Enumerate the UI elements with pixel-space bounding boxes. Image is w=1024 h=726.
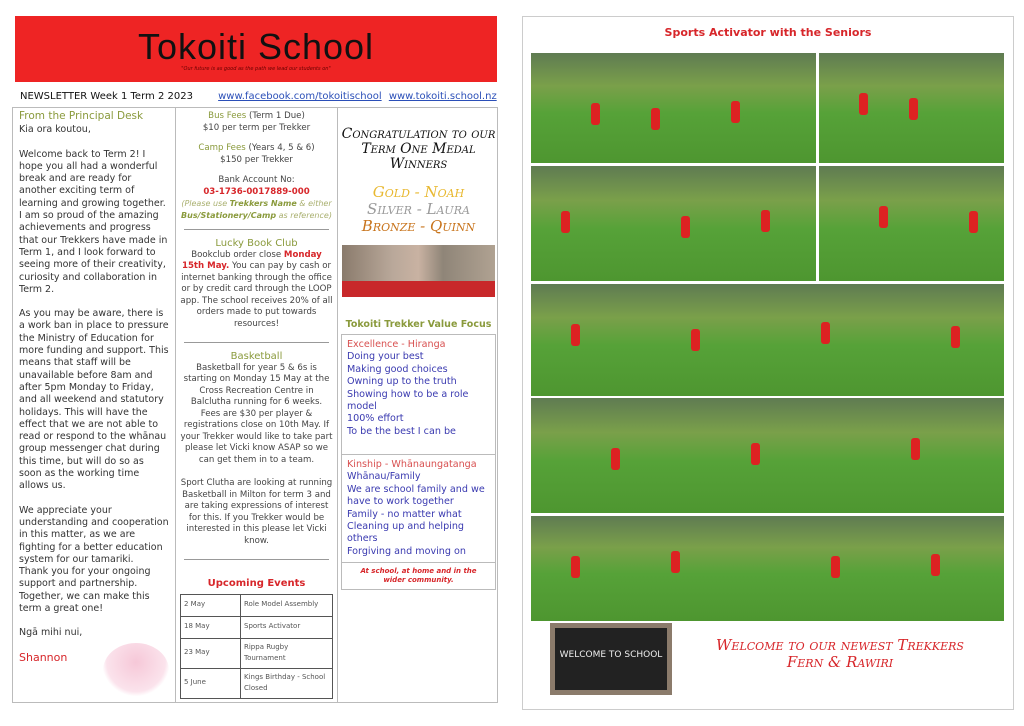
sports-title: Sports Activator with the Seniors bbox=[664, 26, 872, 39]
value-heading: Kinship - Whānaungatanga bbox=[347, 459, 477, 470]
event-name: Sports Activator bbox=[241, 616, 333, 638]
bank-number: 03-1736-0017889-000 bbox=[203, 186, 310, 197]
bus-fees-amount: $10 per term per Trekker bbox=[202, 122, 311, 133]
school-logo: Tokoiti School bbox=[137, 26, 375, 67]
value-item: We are school family and we have to work together bbox=[347, 483, 485, 508]
divider bbox=[184, 342, 329, 343]
table-row bbox=[181, 638, 333, 668]
principal-paragraph: Welcome back to Term 2! I hope you all had a wonderful break and are ready for another exciting term of learning and growing together. I am so proud of the amazing achievements and progress that our Trekkers have made in Term 1, and I look forward to seeing more of their creativity, curiosity and collaboration in Term 2. bbox=[19, 148, 168, 295]
awards-values-column bbox=[338, 108, 499, 702]
event-date: 23 May bbox=[181, 638, 241, 668]
silver-winner: Silver - Laura bbox=[367, 200, 470, 218]
table-row bbox=[181, 594, 333, 616]
school-banner bbox=[15, 16, 497, 82]
event-date: 5 June bbox=[181, 668, 241, 698]
chalkboard-text: WELCOME TO SCHOOL bbox=[559, 650, 663, 660]
value-kinship bbox=[342, 455, 495, 563]
camp-fees-amount: $150 per Trekker bbox=[220, 154, 293, 165]
sports-photo bbox=[531, 516, 1004, 621]
sports-photo bbox=[531, 53, 816, 163]
value-item: Whānau/Family bbox=[347, 471, 421, 483]
medal-heading: Congratulation to our Term One Medal Winners bbox=[341, 126, 496, 172]
value-item: Forgiving and moving on bbox=[347, 545, 466, 557]
welcome-message bbox=[675, 637, 1005, 671]
divider bbox=[184, 229, 329, 230]
value-heading: Excellence - Hiranga bbox=[347, 339, 446, 350]
greeting: Kia ora koutou, bbox=[19, 124, 91, 136]
value-item: Doing your best bbox=[347, 351, 424, 363]
sports-photo bbox=[531, 166, 816, 281]
newsletter-title: NEWSLETTER Week 1 Term 2 2023 bbox=[20, 91, 193, 102]
gold-winner: Gold - Noah bbox=[372, 183, 465, 201]
value-item: To be the best I can be bbox=[347, 425, 456, 437]
signature: Shannon bbox=[19, 650, 68, 664]
medal-winners-photo bbox=[342, 245, 495, 297]
sports-photo bbox=[531, 398, 1004, 513]
value-item: 100% effort bbox=[347, 413, 404, 425]
bronze-winner: Bronze - Quinn bbox=[361, 217, 476, 235]
medal-winners bbox=[341, 184, 496, 235]
event-name: Kings Birthday - School Closed bbox=[241, 668, 333, 698]
basketball-text-2: Sport Clutha are looking at running Basketball in Milton for term 3 and are taking expressions of interest for this. If you Trekker would be interested in this please let Vicki know. bbox=[180, 478, 333, 546]
newsletter-line bbox=[20, 91, 500, 102]
newsletter-body bbox=[12, 107, 498, 703]
bookclub-title: Lucky Book Club bbox=[215, 238, 298, 249]
values-box bbox=[341, 334, 496, 590]
sports-page bbox=[522, 16, 1014, 710]
principal-title: From the Principal Desk bbox=[19, 110, 144, 122]
bus-fees-note: (Term 1 Due) bbox=[248, 111, 305, 121]
value-item: Making good choices bbox=[347, 363, 448, 375]
new-trekkers: Fern & Rawiri bbox=[786, 653, 894, 671]
welcome-chalkboard bbox=[550, 623, 672, 695]
sports-photo bbox=[531, 284, 1004, 396]
bank-label: Bank Account No: bbox=[218, 175, 295, 185]
event-date: 2 May bbox=[181, 594, 241, 616]
table-row bbox=[181, 668, 333, 698]
sports-photo bbox=[819, 166, 1004, 281]
principal-paragraph: Thank you for your ongoing support and partnership. Together, we can make this term a great one! bbox=[19, 566, 151, 614]
value-item: Cleaning up and helping others bbox=[347, 521, 465, 545]
event-date: 18 May bbox=[181, 616, 241, 638]
camp-fees-title: Camp Fees bbox=[198, 143, 246, 153]
value-item: Family - no matter what bbox=[347, 508, 462, 520]
divider bbox=[184, 559, 329, 560]
event-name: Rippa Rugby Tournament bbox=[241, 638, 333, 668]
payment-reference: (Please use Trekkers Name & either Bus/Stationery/Camp as reference) bbox=[181, 199, 332, 220]
table-row bbox=[181, 616, 333, 638]
basketball-title: Basketball bbox=[230, 351, 283, 362]
camp-fees-note: (Years 4, 5 & 6) bbox=[248, 143, 315, 153]
value-item: Owning up to the truth bbox=[347, 376, 457, 388]
event-name: Role Model Assembly bbox=[241, 594, 333, 616]
welcome-line: Welcome to our newest Trekkers bbox=[716, 636, 964, 654]
bookclub-text: Bookclub order close Monday 15th May. You can pay by cash or internet banking through the office or by credit card through the LOOP app. The school receives 20% of all orders made to put towards resources! bbox=[180, 249, 333, 329]
facebook-link[interactable]: www.facebook.com/tokoitischool bbox=[218, 91, 382, 102]
events-title: Upcoming Events bbox=[207, 578, 306, 589]
principal-paragraph: We appreciate your understanding and cooperation in this matter, as we are fighting for a better education system for our tamariki. bbox=[19, 504, 169, 565]
sports-photo bbox=[819, 53, 1004, 163]
values-footer: At school, at home and in the wider community. bbox=[360, 567, 477, 585]
signoff: Ngā mihi nui, bbox=[19, 627, 83, 639]
events-table bbox=[180, 594, 333, 699]
value-item: Showing how to be a role model bbox=[347, 388, 469, 413]
bus-fees-title: Bus Fees bbox=[208, 111, 247, 121]
website-link[interactable]: www.tokoiti.school.nz bbox=[388, 91, 497, 102]
principal-paragraph: As you may be aware, there is a work ban in place to pressure the Ministry of Education for more funding and support. This means that staff will be unavailable before 8am and after 5pm Monday to Friday, and all weekend and statutory holidays. This will have the effect that we are not able to read or respond to the whānau group messenger chat during this time, but will do so as soon as the working time allows us. bbox=[19, 308, 169, 492]
basketball-text: Basketball for year 5 & 6s is starting on Monday 15 May at the Cross Recreation Centre in Balclutha running for 6 weeks. Fees are $30 per player & registrations close on 10th May. If your Trekker would like to take part please let Vicki know ASAP so we can get them in to a team. bbox=[180, 362, 333, 465]
value-excellence bbox=[342, 335, 495, 455]
school-motto: "Our future is as good as the path we lead our students on" bbox=[181, 66, 331, 72]
notices-column bbox=[176, 108, 338, 702]
principal-column bbox=[13, 108, 176, 702]
values-title: Tokoiti Trekker Value Focus bbox=[345, 319, 492, 330]
